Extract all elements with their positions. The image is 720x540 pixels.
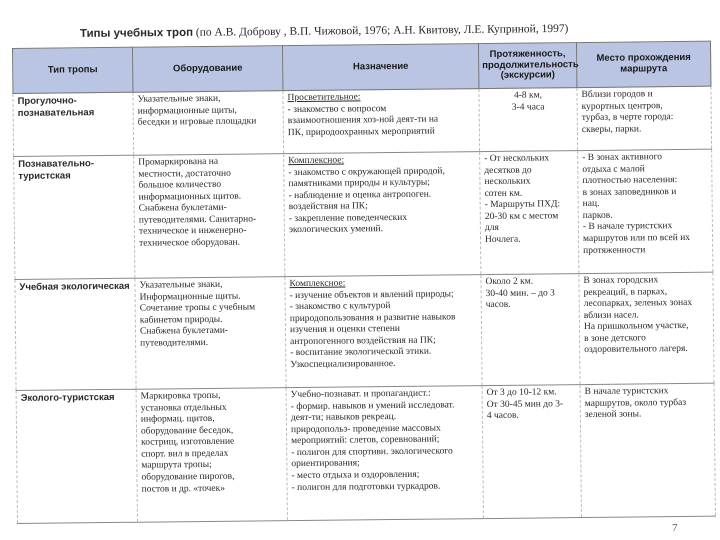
place-line: - В начале туристских	[582, 221, 673, 233]
page-number: 7	[672, 522, 678, 534]
duration-line: От 3 до 10-12 км.	[486, 387, 557, 399]
duration-line: часов.	[485, 299, 511, 311]
title-bold: Типы учебных троп	[79, 26, 194, 40]
equipment-line: Промаркирована на	[138, 156, 219, 168]
duration-cell	[479, 88, 578, 152]
purpose-line: - знакомство с культурой	[289, 301, 391, 313]
place-line: В зонах городских	[583, 275, 659, 287]
purpose-cell	[286, 386, 483, 521]
equipment-line: путеводителями. Санитарно-	[138, 214, 257, 226]
place-cell	[578, 149, 713, 273]
purpose-line: - изучение объектов и явлений природы;	[289, 288, 454, 301]
purpose-line: мероприятий: слетов, соревнований;	[291, 434, 440, 447]
purpose-line: взаимоотношения хоз-ной деят-ти на	[287, 114, 439, 127]
purpose-line: природопольз- проведение массовых	[290, 423, 441, 435]
page-title	[80, 22, 680, 40]
place-line: протяженности	[583, 245, 646, 256]
trail-type-cell: Познавательно-туристская	[14, 155, 135, 279]
purpose-line: - формир. навыков и умений исследоват.	[290, 399, 455, 412]
equipment-line: большое количество	[138, 179, 222, 191]
duration-cell	[482, 385, 581, 519]
purpose-line: - воспитание экологической этики.	[290, 347, 432, 359]
purpose-line: - знакомство с окружающей природой,	[288, 166, 445, 178]
equipment-line: Снабжена буклетами-	[139, 326, 229, 337]
equipment-line: техническое и инженерно-	[138, 226, 247, 238]
title-authors: (по А.В. Доброву , В.П. Чижовой, 1976; А.Н. Квитову, Л.Е. Куприной, 1997)	[192, 22, 569, 39]
trail-type-cell: Эколого-туристская	[16, 389, 137, 523]
header-place: Место прохождения маршрута	[576, 41, 710, 87]
equipment-line: установка отдельных	[140, 402, 227, 414]
equipment-line: местности, достаточно	[138, 168, 231, 180]
purpose-line: - закрепление поведенческих	[288, 212, 408, 225]
equipment-line: беседки и игровые площадки	[137, 116, 257, 128]
equipment-line: путеводителями.	[140, 337, 209, 349]
place-cell	[579, 272, 714, 384]
duration-line: нескольких	[484, 176, 531, 188]
purpose-line: Узкоспециализированное.	[290, 359, 396, 371]
duration-line: 20-30 км с местом	[484, 211, 559, 222]
place-cell	[580, 383, 715, 517]
equipment-cell	[134, 154, 285, 279]
purpose-lead: Комплексное:	[289, 278, 346, 290]
duration-line: 3-4 часа	[511, 102, 545, 113]
purpose-line: воздействия на ПК;	[288, 201, 368, 213]
place-line: зеленой зоны.	[584, 409, 642, 421]
place-line: вблизи насел.	[583, 310, 639, 321]
duration-line: 30-40 мин. – до 3	[485, 287, 555, 299]
equipment-line: информационные щиты,	[137, 105, 237, 117]
place-line: На пришкольном участке,	[583, 321, 689, 333]
place-line: курортных центров,	[581, 100, 663, 112]
equipment-line: кабинетом природы.	[139, 314, 223, 326]
table-row	[16, 383, 715, 523]
place-line: в зонах заповедников и	[582, 186, 677, 198]
place-line: турбаз, в черте города:	[581, 112, 674, 124]
duration-line: Около 2 км.	[485, 276, 534, 288]
purpose-line: природопользования и развитие навыков	[289, 312, 456, 324]
place-line: лесопарках, зеленых зонах	[583, 298, 693, 310]
equipment-line: информац. щитов,	[140, 414, 215, 425]
equipment-cell	[135, 277, 286, 390]
trail-type-cell: Учебная экологическая	[15, 278, 136, 390]
duration-line: 4 часов.	[486, 410, 519, 422]
duration-line: десятков до	[484, 165, 532, 176]
trail-type-cell: Прогулочно-познавательная	[13, 92, 134, 156]
equipment-line: Сочетание тропы с учебным	[139, 302, 256, 314]
place-line: Вблизи городов и	[581, 89, 653, 101]
purpose-line: памятниками природы и культуры;	[288, 177, 430, 190]
purpose-line: антропогенного воздействия на ПК;	[290, 335, 436, 347]
place-line: маршрутов или по всей их	[582, 232, 691, 245]
trail-types-table	[12, 41, 716, 524]
equipment-cell	[136, 388, 287, 523]
equipment-line: оборудование беседок,	[140, 425, 234, 437]
duration-cell	[481, 274, 580, 386]
purpose-cell	[283, 89, 480, 154]
equipment-line: кострищ, изготовление	[141, 437, 235, 448]
header-equipment: Оборудование	[132, 46, 282, 93]
place-line: в зоне детского	[584, 333, 646, 344]
equipment-line: техническое оборудован.	[139, 237, 241, 249]
duration-line: Ночлега.	[484, 234, 521, 246]
duration-line: для	[484, 223, 499, 234]
purpose-lead: Комплексное:	[288, 155, 345, 167]
place-line: парков.	[582, 210, 613, 221]
purpose-line: экологических умений.	[288, 224, 384, 236]
place-line: скверы, парки.	[581, 124, 642, 135]
duration-line: сотен км.	[484, 188, 523, 199]
purpose-lead: Просветительное:	[287, 92, 361, 104]
purpose-line: ориентирования;	[291, 458, 360, 470]
purpose-line: Учебно-познават. и пропагандист.:	[290, 388, 431, 401]
equipment-line: маршрута тропы;	[141, 460, 212, 472]
duration-line: 4-8 км,	[513, 90, 543, 101]
duration-cell	[480, 151, 579, 275]
table-header-row	[13, 41, 711, 93]
equipment-line: спорт. вил в пределах	[141, 448, 229, 460]
purpose-line: - полигон для подготовки туркадров.	[291, 481, 441, 493]
purpose-line: изучения и оценки степени	[289, 324, 401, 336]
place-line: отдыха с малой	[582, 163, 645, 175]
purpose-line: - наблюдение и оценка антропоген.	[288, 189, 432, 201]
place-line: плотностью населения:	[582, 175, 678, 187]
place-line: - В зонах активного	[582, 152, 663, 164]
place-line: В начале туристских	[584, 386, 669, 398]
purpose-cell	[284, 152, 481, 277]
purpose-cell	[285, 275, 482, 388]
place-line: рекреаций, в парках,	[583, 286, 668, 298]
equipment-line: оборудование пирогов,	[141, 471, 235, 483]
purpose-line: - знакомство с вопросом	[287, 103, 387, 115]
header-type: Тип тропы	[13, 47, 133, 93]
purpose-line: - место отдыха и оздоровления;	[291, 469, 420, 482]
equipment-line: информационных щитов.	[138, 191, 242, 203]
purpose-line: деят-ти; навыков рекреац.	[290, 412, 397, 424]
header-duration: Протяженность, продолжительность (экскурсии)	[478, 43, 576, 89]
equipment-line: Указательные знаки,	[137, 93, 221, 105]
duration-line: От 30-45 мин до 3-	[486, 398, 564, 410]
duration-line: - От нескольких	[484, 153, 550, 165]
table-row	[13, 86, 712, 156]
place-line: маршрутов, около турбаз	[584, 397, 687, 409]
equipment-line: Снабжена буклетами-	[138, 203, 227, 214]
place-line: оздоровительного лагеря.	[584, 344, 688, 356]
header-purpose: Назначение	[282, 44, 478, 91]
place-cell	[577, 86, 712, 150]
place-line: нац.	[582, 199, 600, 210]
equipment-cell	[133, 91, 284, 156]
table-row	[14, 149, 713, 279]
equipment-line: Информационные щиты.	[139, 291, 241, 303]
table-row	[15, 272, 714, 390]
equipment-line: постов и др. «точек»	[141, 483, 226, 495]
purpose-line: ПК, природоохранных мероприятий	[287, 126, 435, 138]
purpose-line: - полигон для спортивн. экологического	[291, 446, 453, 458]
equipment-line: Указательные знаки,	[139, 279, 223, 291]
duration-line: - Маршруты ПХД:	[484, 199, 561, 211]
equipment-line: Маркировка тропы,	[140, 390, 221, 402]
